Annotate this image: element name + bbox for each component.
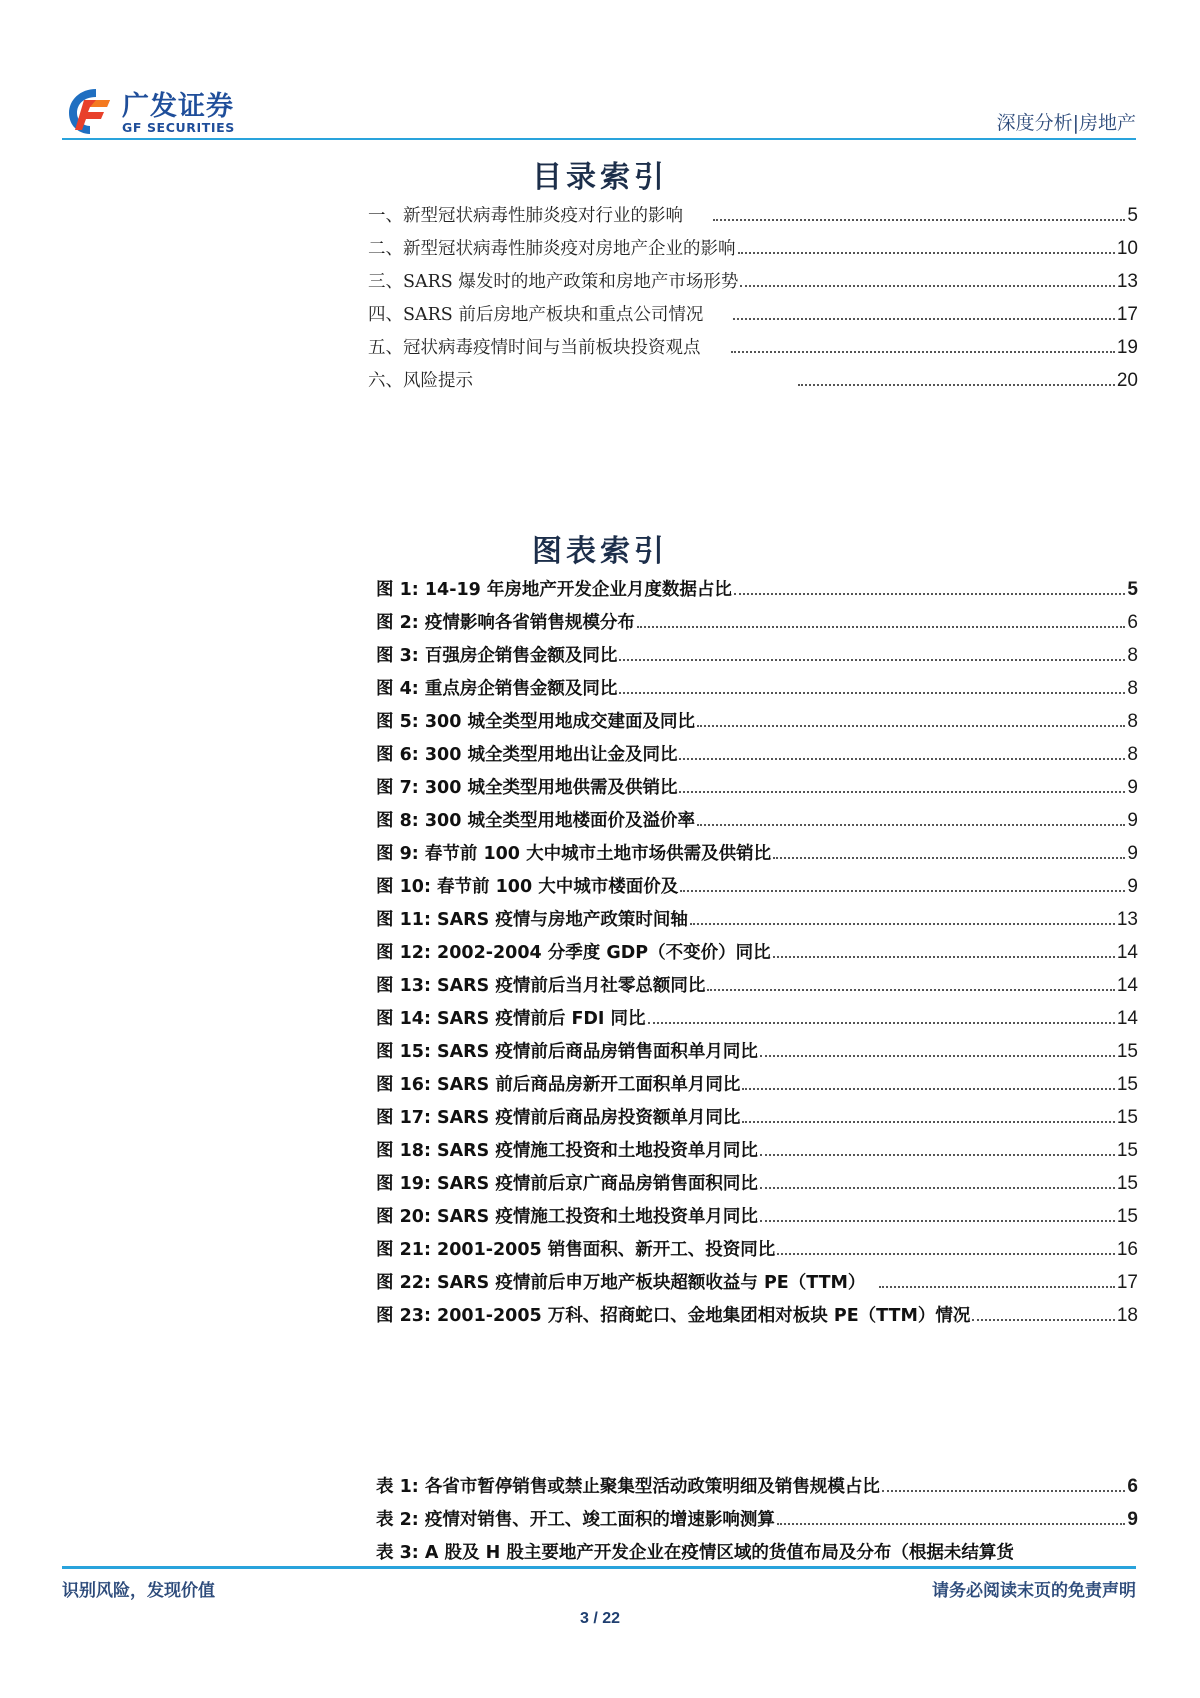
figures-list [376,568,1138,1327]
figure-item-label: 图 14: SARS 疫情前后 FDI 同比 [376,1005,648,1030]
contents-item[interactable] [368,359,1138,392]
figure-item-label: 图 21: 2001-2005 销售面积、新开工、投资同比 [376,1236,777,1261]
figure-item-label: 图 6: 300 城全类型用地出让金及同比 [376,741,679,766]
figure-item[interactable] [376,634,1138,667]
contents-item-label: 一、新型冠状病毒性肺炎疫对行业的影响 [368,202,685,227]
contents-item-page: 20 [1116,370,1138,391]
figure-item-label: 图 12: 2002-2004 分季度 GDP（不变价）同比 [376,939,773,964]
table-item-page: 9 [1127,1509,1138,1530]
figure-item[interactable] [376,1162,1138,1195]
contents-item-label: 三、SARS 爆发时的地产政策和房地产市场形势 [368,268,740,293]
figure-item[interactable] [376,1228,1138,1261]
leader-dots [697,824,1125,826]
leader-dots [798,384,1115,386]
footer-slogan: 识别风险，发现价值 [62,1581,215,1601]
figure-item-label: 图 1: 14-19 年房地产开发企业月度数据占比 [376,576,734,601]
figure-item-label: 图 2: 疫情影响各省销售规模分布 [376,609,637,634]
figure-item[interactable] [376,865,1138,898]
figure-item[interactable] [376,1195,1138,1228]
report-category: 深度分析|房地产 [996,112,1136,134]
figure-item-page: 9 [1127,810,1138,831]
table-item-label: 表 3: A 股及 H 股主要地产开发企业在疫情区域的货值布局及分布（根据未结算货 [376,1539,1016,1564]
figure-item-page: 9 [1127,876,1138,897]
figure-item[interactable] [376,700,1138,733]
figure-item-label: 图 16: SARS 前后商品房新开工面积单月同比 [376,1071,742,1096]
figure-item-page: 14 [1116,942,1138,963]
contents-item-page: 17 [1116,304,1138,325]
leader-dots [731,351,1115,353]
figure-item-label: 图 22: SARS 疫情前后申万地产板块超额收益与 PE（TTM） [376,1269,867,1294]
leader-dots [760,1187,1115,1189]
figure-item-label: 图 23: 2001-2005 万科、招商蛇口、金地集团相对板块 PE（TTM）情况 [376,1302,972,1327]
leader-dots [680,890,1125,892]
page-header [62,80,1136,140]
contents-item-label: 六、风险提示 [368,367,798,392]
figure-item-label: 图 7: 300 城全类型用地供需及供销比 [376,774,679,799]
figure-item[interactable] [376,568,1138,601]
leader-dots [733,318,1115,320]
gf-logo-icon [66,86,112,136]
leader-dots [690,923,1115,925]
leader-dots [777,1523,1126,1525]
figure-item-page: 14 [1116,1008,1138,1029]
figure-item[interactable] [376,1030,1138,1063]
figure-item-page: 8 [1127,744,1138,765]
figure-item[interactable] [376,931,1138,964]
leader-dots [648,1022,1115,1024]
leader-dots [760,1220,1115,1222]
table-item[interactable] [376,1498,1138,1531]
figure-item[interactable] [376,964,1138,997]
leader-dots [742,1088,1115,1090]
figure-item-label: 图 5: 300 城全类型用地成交建面及同比 [376,708,697,733]
leader-dots [619,692,1125,694]
leader-dots [972,1319,1114,1321]
figure-item-page: 9 [1127,843,1138,864]
figure-item-page: 18 [1116,1305,1138,1326]
footer-disclaimer-link[interactable]: 请务必阅读末页的免责声明 [932,1581,1136,1601]
figure-item[interactable] [376,1063,1138,1096]
figure-item[interactable] [376,997,1138,1030]
leader-dots [713,219,1125,221]
figure-item-page: 13 [1116,909,1138,930]
figure-item-page: 6 [1127,612,1138,633]
leader-dots [760,1055,1115,1057]
leader-dots [740,285,1115,287]
footer-divider [62,1566,1136,1569]
leader-dots [882,1490,1126,1492]
leader-dots [760,1154,1115,1156]
table-item[interactable] [376,1465,1138,1498]
contents-item-label: 五、冠状病毒疫情时间与当前板块投资观点 [368,334,703,359]
table-item-label: 表 1: 各省市暂停销售或禁止聚集型活动政策明细及销售规模占比 [376,1473,882,1498]
contents-item[interactable] [368,194,1138,227]
figure-item-label: 图 15: SARS 疫情前后商品房销售面积单月同比 [376,1038,760,1063]
contents-item[interactable] [368,293,1138,326]
figure-item-label: 图 9: 春节前 100 大中城市土地市场供需及供销比 [376,840,773,865]
contents-item-label: 二、新型冠状病毒性肺炎疫对房地产企业的影响 [368,235,738,260]
figure-item[interactable] [376,766,1138,799]
figure-item-page: 9 [1127,777,1138,798]
contents-item[interactable] [368,227,1138,260]
figure-item[interactable] [376,601,1138,634]
figure-item-label: 图 19: SARS 疫情前后京广商品房销售面积同比 [376,1170,760,1195]
leader-dots [679,758,1125,760]
figure-item[interactable] [376,733,1138,766]
figure-item-label: 图 20: SARS 疫情施工投资和土地投资单月同比 [376,1203,760,1228]
figure-item-page: 16 [1116,1239,1138,1260]
figure-item-page: 15 [1116,1074,1138,1095]
figure-item-label: 图 10: 春节前 100 大中城市楼面价及 [376,873,680,898]
contents-item-page: 10 [1116,238,1138,259]
figure-item-page: 15 [1116,1107,1138,1128]
leader-dots [707,989,1115,991]
leader-dots [773,956,1115,958]
contents-item-label: 四、SARS 前后房地产板块和重点公司情况 [368,301,705,326]
figure-item-page: 8 [1127,711,1138,732]
leader-dots [637,626,1126,628]
contents-item-page: 13 [1116,271,1138,292]
leader-dots [619,659,1125,661]
figures-title: 图表索引 [532,534,668,569]
figure-item-page: 14 [1116,975,1138,996]
contents-item[interactable] [368,326,1138,359]
figure-item[interactable] [376,1261,1138,1294]
leader-dots [734,593,1126,595]
table-item-page: 6 [1127,1476,1138,1497]
figure-item-page: 5 [1127,579,1138,600]
leader-dots [697,725,1125,727]
figure-item-label: 图 4: 重点房企销售金额及同比 [376,675,619,700]
header-divider [62,138,1136,140]
figure-item[interactable] [376,1294,1138,1327]
figure-item-label: 图 13: SARS 疫情前后当月社零总额同比 [376,972,707,997]
leader-dots [777,1253,1115,1255]
leader-dots [742,1121,1115,1123]
contents-item-page: 5 [1127,205,1138,226]
logo-chinese-name: 广发证券 [122,91,234,122]
contents-item[interactable] [368,260,1138,293]
figure-item[interactable] [376,898,1138,931]
page-number: 3 / 22 [579,1610,621,1627]
leader-dots [879,1286,1114,1288]
figure-item[interactable] [376,1096,1138,1129]
figure-item-page: 15 [1116,1206,1138,1227]
leader-dots [773,857,1125,859]
figure-item-page: 8 [1127,678,1138,699]
figure-item[interactable] [376,667,1138,700]
tables-list [376,1465,1138,1564]
figure-item-page: 15 [1116,1140,1138,1161]
figure-item-label: 图 11: SARS 疫情与房地产政策时间轴 [376,906,690,931]
leader-dots [738,252,1115,254]
figure-item-page: 15 [1116,1041,1138,1062]
table-item[interactable] [376,1531,1138,1564]
contents-title: 目录索引 [532,160,668,195]
figure-item[interactable] [376,1129,1138,1162]
figure-item[interactable] [376,832,1138,865]
figure-item-page: 17 [1116,1272,1138,1293]
figure-item-label: 图 3: 百强房企销售金额及同比 [376,642,619,667]
gf-securities-logo [66,84,296,136]
contents-list [368,194,1138,392]
figure-item-page: 8 [1127,645,1138,666]
table-item-label: 表 2: 疫情对销售、开工、竣工面积的增速影响测算 [376,1506,777,1531]
leader-dots [679,791,1125,793]
logo-english-name: GF SECURITIES [122,120,235,135]
figure-item-page: 15 [1116,1173,1138,1194]
figure-item-label: 图 8: 300 城全类型用地楼面价及溢价率 [376,807,697,832]
contents-item-page: 19 [1116,337,1138,358]
figure-item-label: 图 18: SARS 疫情施工投资和土地投资单月同比 [376,1137,760,1162]
figure-item-label: 图 17: SARS 疫情前后商品房投资额单月同比 [376,1104,742,1129]
figure-item[interactable] [376,799,1138,832]
